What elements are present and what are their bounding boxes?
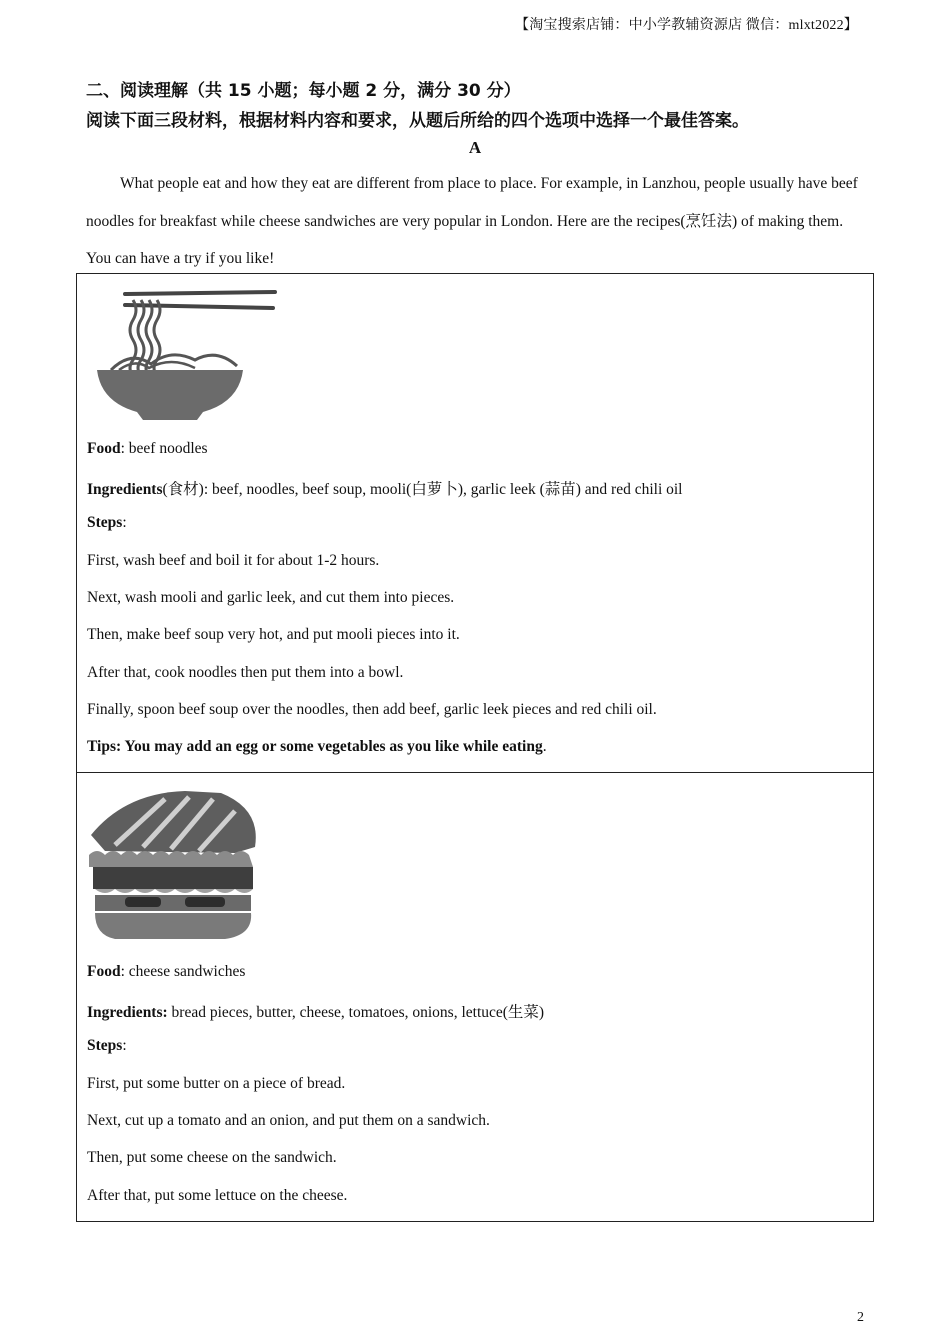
food-label: Food xyxy=(87,440,121,457)
food-value: : beef noodles xyxy=(120,440,208,457)
step-item: Then, make beef soup very hot, and put mooli pieces into it. xyxy=(87,626,460,643)
page-number: 2 xyxy=(857,1310,864,1325)
intro-text: What people eat and how they eat are different from place to place. For example, in Lanzhou, people usually have beef noodles for breakfast while cheese sandwiches are very popular in London. Here are the recipes(烹饪法) of making them. You can have a try if you like! xyxy=(86,175,858,267)
ingredients-line xyxy=(87,477,683,499)
food-label: Food xyxy=(87,963,121,980)
step-item: After that, cook noodles then put them into a bowl. xyxy=(87,664,404,681)
noodle-bowl-icon xyxy=(93,286,279,426)
tips-label: Tips: You may add an egg or some vegetables as you like while eating xyxy=(87,738,543,755)
step-item: Next, cut up a tomato and an onion, and put them on a sandwich. xyxy=(87,1112,490,1129)
food-line xyxy=(87,963,245,981)
passage-letter: A xyxy=(468,138,482,157)
ingredients-value: (食材): beef, noodles, beef soup, mooli(白萝卜), garlic leek (蒜苗) and red chili oil xyxy=(162,481,683,498)
steps-label: Steps xyxy=(87,514,123,531)
recipe-cell-sandwich xyxy=(77,773,873,1221)
steps-heading xyxy=(87,1037,127,1055)
intro-paragraph xyxy=(86,165,866,278)
instruction: 阅读下面三段材料，根据材料内容和要求，从题后所给的四个选项中选择一个最佳答案。 xyxy=(86,111,749,131)
step-item: Finally, spoon beef soup over the noodles, then add beef, garlic leek pieces and red chili oil. xyxy=(87,701,657,718)
tips-end: . xyxy=(542,738,547,755)
step-item: First, wash beef and boil it for about 1-2 hours. xyxy=(87,552,380,569)
steps-colon: : xyxy=(122,1037,127,1054)
step-item: Next, wash mooli and garlic leek, and cut them into pieces. xyxy=(87,589,455,606)
ingredients-line xyxy=(87,1000,544,1022)
food-line xyxy=(87,440,208,458)
recipe-table xyxy=(76,273,874,1222)
food-value: : cheese sandwiches xyxy=(120,963,246,980)
sandwich-icon xyxy=(85,789,261,941)
steps-heading xyxy=(87,514,127,532)
step-item: After that, put some lettuce on the cheese. xyxy=(87,1187,348,1204)
tips-line xyxy=(87,738,547,756)
ingredients-label: Ingredients: xyxy=(87,1004,168,1021)
steps-label: Steps xyxy=(87,1037,123,1054)
ingredients-value: bread pieces, butter, cheese, tomatoes, onions, lettuce(生菜) xyxy=(167,1004,545,1021)
step-item: First, put some butter on a piece of bread. xyxy=(87,1075,346,1092)
section-title: 二、阅读理解（共 15 小题；每小题 2 分，满分 30 分） xyxy=(86,81,521,101)
recipe-cell-noodles xyxy=(77,274,873,773)
steps-colon: : xyxy=(122,514,127,531)
ingredients-label: Ingredients xyxy=(87,481,163,498)
header-note: 【淘宝搜索店铺：中小学教辅资源店 微信：mlxt2022】 xyxy=(515,18,858,33)
step-item: Then, put some cheese on the sandwich. xyxy=(87,1149,337,1166)
